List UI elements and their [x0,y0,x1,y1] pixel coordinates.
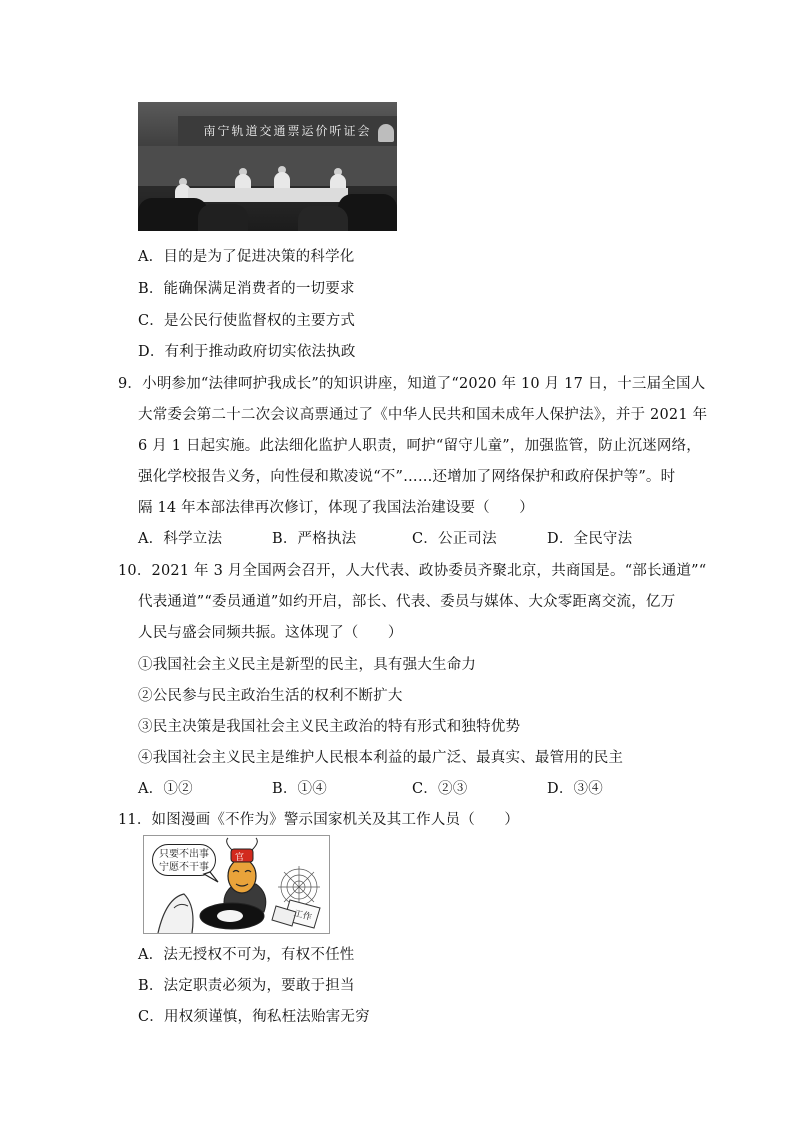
q11-option-c: C．用权须谨慎，徇私枉法贻害无穷 [138,1009,370,1025]
q11-option-b: B．法定职责必须为，要敢于担当 [138,978,355,994]
q9-stem-line-1: 9．小明参加“法律呵护我成长”的知识讲座，知道了“2020 年 10 月 17 日，十三届全国人 [118,376,706,392]
q8-option-c: C．是公民行使监督权的主要方式 [138,313,356,329]
document-label: 工作 [292,908,313,924]
q9-stem-line-5: 隔 14 年本部法律再次修订，体现了我国法治建设要（ ） [138,500,534,516]
q11-option-a: A．法无授权不可为，有权不任性 [138,947,355,963]
q10-stem-line-3: 人民与盛会同频共振。这体现了（ ） [138,625,403,641]
q10-statement-4: ④我国社会主义民主是维护人民根本利益的最广泛、最真实、最管用的民主 [138,750,624,766]
q9-option-b: B．严格执法 [272,531,357,547]
q11-stem: 11．如图漫画《不作为》警示国家机关及其工作人员（ ） [118,812,520,828]
hearing-photo [138,102,397,231]
cartoon-inaction [143,835,330,934]
photo-banner: 南宁轨道交通票运价听证会 [178,116,397,146]
q10-option-d: D．③④ [547,781,603,797]
q10-stem-line-1: 10．2021 年 3 月全国两会召开，人大代表、政协委员齐聚北京，共商国是。“部长通道”“ [118,563,707,579]
q10-statement-1: ①我国社会主义民主是新型的民主，具有强大生命力 [138,657,477,673]
q8-option-a: A．目的是为了促进决策的科学化 [138,249,355,265]
q9-stem-line-2: 大常委会第二十二次会议高票通过了《中华人民共和国未成年人保护法》，并于 2021 年 [138,407,708,423]
q9-stem-line-4: 强化学校报告义务，向性侵和欺凌说“不”……还增加了网络保护和政府保护等”。时 [138,469,676,485]
q10-option-a: A．①② [138,781,193,797]
q10-option-c: C．②③ [412,781,468,797]
speech-bubble: 只要不出事 宁愿不干事 [152,844,216,876]
q10-statement-2: ②公民参与民主政治生活的权利不断扩大 [138,688,403,704]
q9-stem-line-3: 6 月 1 日起实施。此法细化监护人职责，呵护“留守儿童”，加强监管，防止沉迷网络， [138,438,702,454]
q9-option-a: A．科学立法 [138,531,223,547]
q10-statement-3: ③民主决策是我国社会主义民主政治的特有形式和独特优势 [138,719,521,735]
q10-option-b: B．①④ [272,781,327,797]
presiding-table [188,188,348,202]
q10-stem-line-2: 代表通道”“委员通道”如约开启，部长、代表、委员与媒体、大众零距离交流，亿万 [138,594,676,610]
hat-label: 官 [235,853,245,863]
q9-option-c: C．公正司法 [412,531,497,547]
q8-option-d: D．有利于推动政府切实依法执政 [138,344,356,360]
q8-option-b: B．能确保满足消费者的一切要求 [138,281,355,297]
q9-option-d: D．全民守法 [547,531,633,547]
